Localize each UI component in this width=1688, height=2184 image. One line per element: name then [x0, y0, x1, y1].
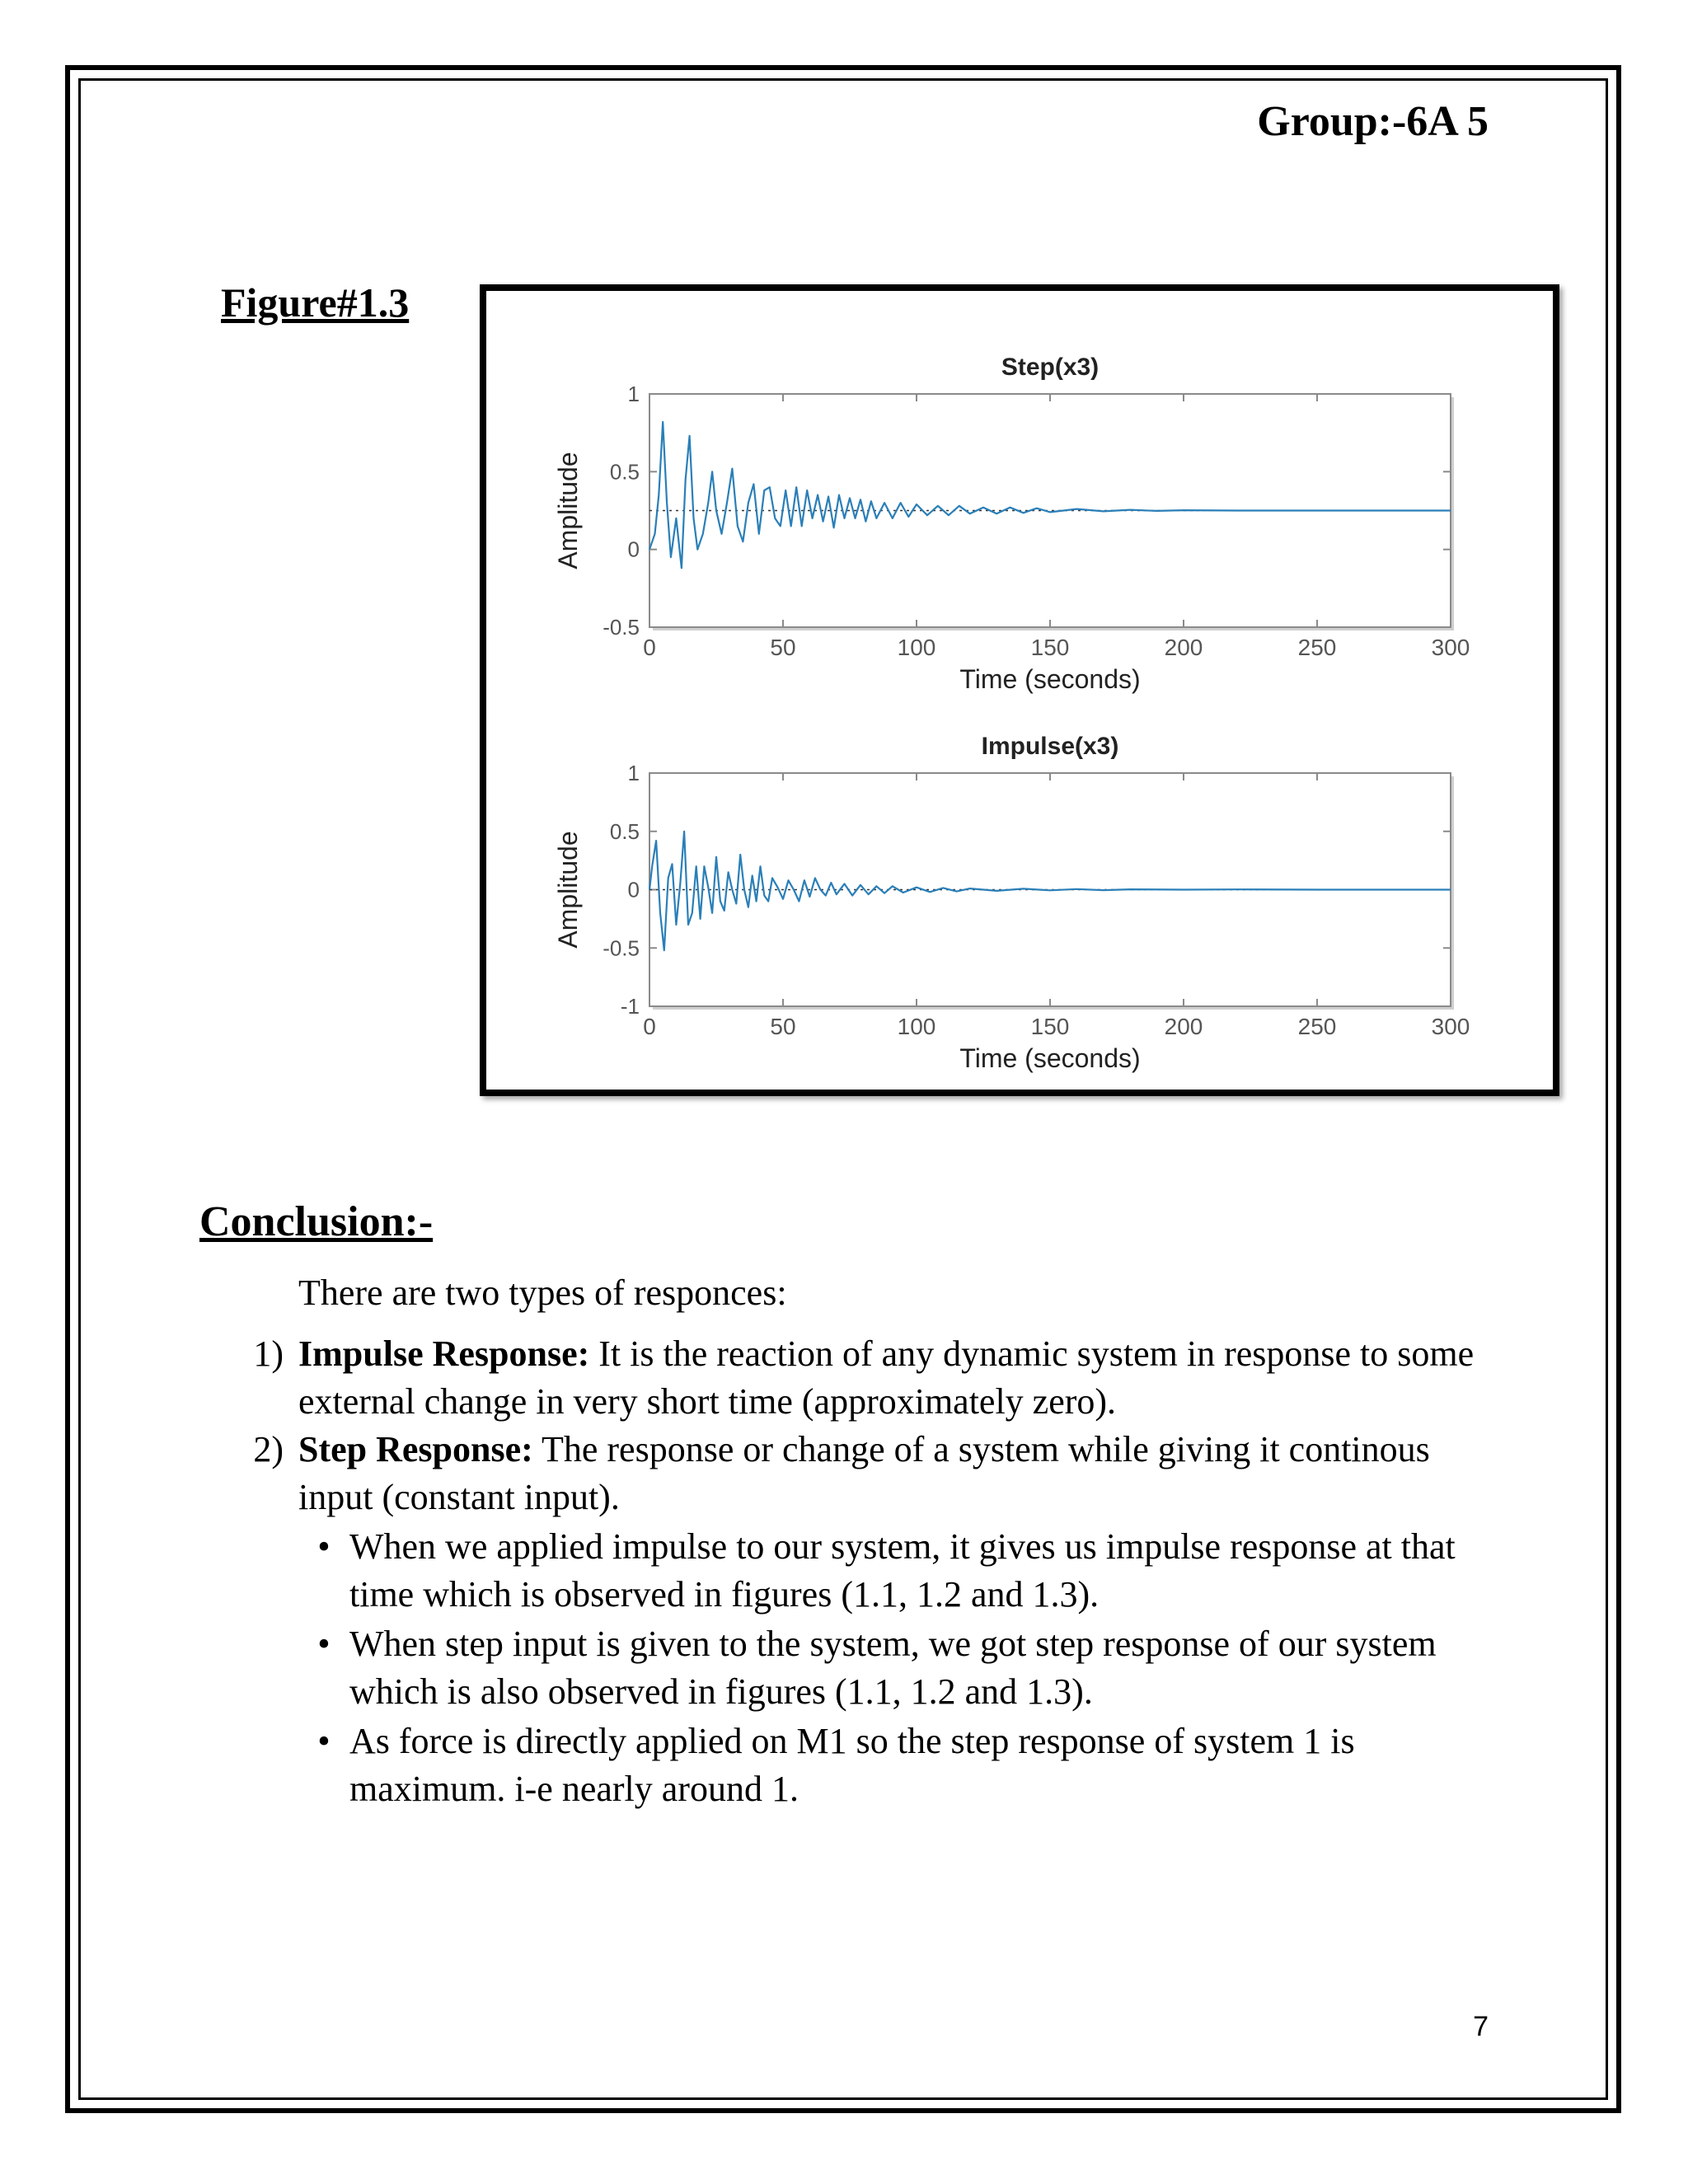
conclusion-title: Conclusion:-: [199, 1198, 434, 1245]
x-tick-label: 250: [1297, 1014, 1337, 1039]
y-tick-label: -0.5: [603, 935, 640, 961]
definition-impulse-response: It is the reaction of any dynamic system in response to some external change in very short time (approximately zero).: [298, 1333, 1475, 1422]
page-number: 7: [1473, 2011, 1489, 2042]
list-item-step: [199, 1426, 1485, 1521]
list-text: [298, 1330, 1485, 1426]
y-tick-label: 0.5: [609, 818, 640, 844]
y-tick-label: -0.5: [603, 615, 640, 640]
x-tick-label: 250: [1297, 635, 1337, 660]
bullet-item: [199, 1523, 1485, 1619]
y-tick-label: 1: [627, 382, 640, 406]
term-step-response: Step Response:: [298, 1429, 533, 1469]
x-tick-label: 0: [643, 1014, 656, 1039]
bullet-icon: •: [317, 1624, 331, 1664]
x-tick-label: 300: [1431, 635, 1470, 660]
y-tick-label: 1: [627, 761, 640, 785]
x-axis-label: Time (seconds): [959, 664, 1141, 694]
bullet-text: As force is directly applied on M1 so the step response of system 1 is maximum. i-e nearly around 1.: [349, 1721, 1355, 1809]
x-tick-label: 150: [1030, 635, 1070, 660]
term-impulse-response: Impulse Response:: [298, 1333, 590, 1374]
bullet-text: When we applied impulse to our system, it gives us impulse response at that time which is observed in figures (1.1, 1.2 and 1.3).: [349, 1526, 1456, 1615]
figure-plots: [486, 291, 1553, 1090]
x-tick-label: 50: [770, 1014, 796, 1039]
x-tick-label: 150: [1030, 1014, 1070, 1039]
y-tick-label: -1: [620, 994, 640, 1019]
list-number: 2): [253, 1429, 284, 1469]
chart-title: Step(x3): [1001, 354, 1100, 381]
chart-title: Impulse(x3): [981, 733, 1119, 760]
bullet-text: When step input is given to the system, we got step response of our system which is also observed in figures (1.1, 1.2 and 1.3).: [349, 1624, 1437, 1712]
figure-label: Figure#1.3: [221, 279, 410, 326]
y-axis-label: Amplitude: [553, 831, 583, 949]
group-header: Group:-6A 5: [1257, 98, 1489, 145]
list-number: 1): [253, 1333, 284, 1374]
definition-step-response: The response or change of a system while giving it continous input (constant input).: [298, 1429, 1430, 1517]
x-tick-label: 100: [897, 1014, 936, 1039]
x-axis-label: Time (seconds): [959, 1043, 1141, 1073]
x-tick-label: 100: [897, 635, 936, 660]
bullet-item: [199, 1718, 1485, 1813]
conclusion-intro: There are two types of responces:: [298, 1272, 787, 1313]
x-tick-label: 300: [1431, 1014, 1470, 1039]
conclusion-body: [199, 1269, 1485, 1813]
list-text: [298, 1426, 1485, 1521]
y-axis-label: Amplitude: [553, 452, 583, 569]
x-tick-label: 200: [1164, 635, 1203, 660]
y-tick-label: 0: [627, 877, 640, 902]
bullet-item: [199, 1620, 1485, 1716]
list-item-impulse: [199, 1330, 1485, 1426]
x-tick-label: 200: [1164, 1014, 1203, 1039]
x-tick-label: 50: [770, 635, 796, 660]
bullet-icon: •: [317, 1526, 331, 1567]
x-tick-label: 0: [643, 635, 656, 660]
bullet-icon: •: [317, 1721, 331, 1761]
y-tick-label: 0: [627, 537, 640, 562]
y-tick-label: 0.5: [609, 459, 640, 485]
figure-frame: [480, 284, 1559, 1096]
